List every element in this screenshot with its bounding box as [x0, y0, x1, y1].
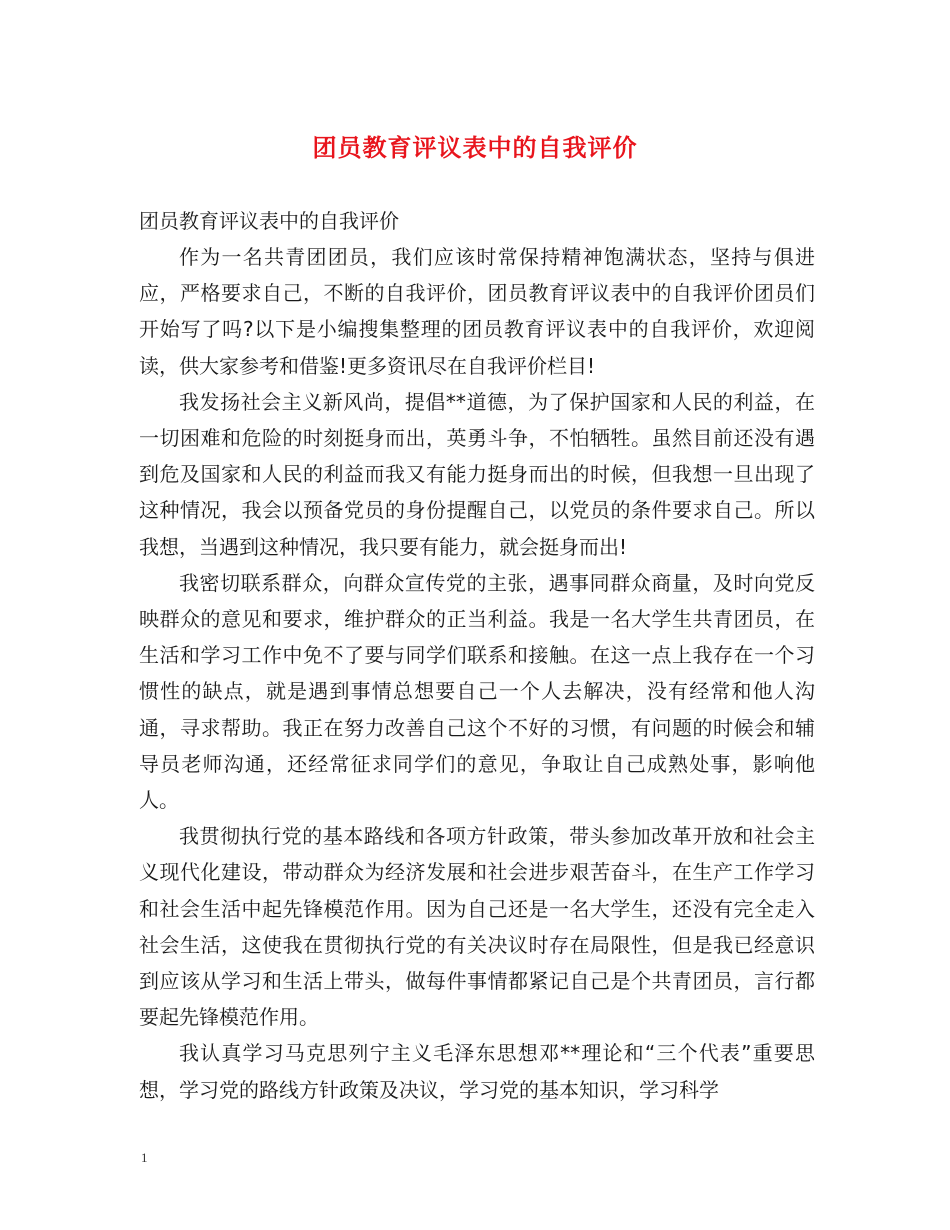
page-number: 1: [141, 1150, 148, 1165]
paragraph-masses: 我密切联系群众，向群众宣传党的主张，遇事同群众商量，及时向党反映群众的意见和要求，维护群众的正当利益。我是一名大学生共青团员，在生活和学习工作中免不了要与同学们联系和接触。在这一点上我存在一个习惯性的缺点，就是遇到事情总想要自己一个人去解决，没有经常和他人沟通，寻求帮助。我正在努力改善自己这个不好的习惯，有问题的时候会和辅导员老师沟通，还经常征求同学们的意见，争取让自己成熟处事，影响他人。: [139, 570, 815, 813]
paragraph-study: 我认真学习马克思列宁主义毛泽东思想邓**理论和“三个代表”重要思想，学习党的路线方针政策及决议，学习党的基本知识，学习科学: [139, 1041, 815, 1102]
document-subtitle: 团员教育评议表中的自我评价: [139, 209, 399, 233]
document-body: [139, 203, 815, 1108]
paragraph-party-line: 我贯彻执行党的基本路线和各项方针政策，带头参加改革开放和社会主义现代化建设，带动群众为经济发展和社会进步艰苦奋斗，在生产工作学习和社会生活中起先锋模范作用。因为自己还是一名大学生，还没有完全走入社会生活，这使我在贯彻执行党的有关决议时存在局限性，但是我已经意识到应该从学习和生活上带头，做每件事情都紧记自己是个共青团员，言行都要起先锋模范作用。: [139, 824, 815, 1030]
page-title: 团员教育评议表中的自我评价: [312, 134, 638, 162]
paragraph-intro: 作为一名共青团团员，我们应该时常保持精神饱满状态，坚持与俱进应，严格要求自己，不断的自我评价，团员教育评议表中的自我评价团员们开始写了吗?以下是小编搜集整理的团员教育评议表中的自我评价，欢迎阅读，供大家参考和借鉴!更多资讯尽在自我评价栏目!: [139, 245, 815, 378]
paragraph-morality: 我发扬社会主义新风尚，提倡**道德，为了保护国家和人民的利益，在一切困难和危险的时刻挺身而出，英勇斗争，不怕牺牲。虽然目前还没有遇到危及国家和人民的利益而我又有能力挺身而出的时候，但我想一旦出现了这种情况，我会以预备党员的身份提醒自己，以党员的条件要求自己。所以我想，当遇到这种情况，我只要有能力，就会挺身而出!: [139, 389, 815, 559]
